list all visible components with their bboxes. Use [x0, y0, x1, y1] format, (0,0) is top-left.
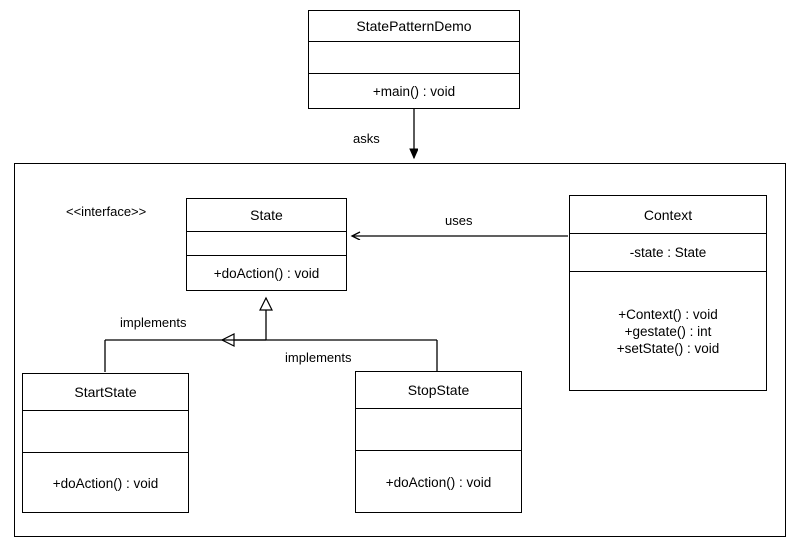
class-method-doaction-stopstate: +doAction() : void: [385, 475, 492, 490]
class-title-section-context: [570, 196, 766, 234]
class-title-section-statepatterndemo: [309, 11, 519, 42]
edge-label-implements-left: implements: [120, 315, 187, 330]
class-attributes-section-stopstate: [356, 409, 521, 451]
class-box-state[interactable]: [186, 198, 347, 291]
class-box-context[interactable]: [569, 195, 767, 391]
class-methods-section-statepatterndemo: [309, 74, 519, 108]
class-title-section-stopstate: [356, 372, 521, 409]
class-title-section-state: [187, 199, 346, 232]
class-methods-section-state: [187, 256, 346, 290]
edge-label-implements-right: implements: [285, 350, 352, 365]
class-method-gestate: +gestate() : int: [624, 323, 712, 339]
class-box-startstate[interactable]: [22, 373, 189, 513]
edge-label-asks: asks: [353, 131, 380, 146]
class-name-state: State: [250, 207, 283, 223]
class-method-main: +main() : void: [372, 83, 456, 99]
class-method-doaction-startstate: +doAction() : void: [52, 476, 159, 491]
class-methods-section-context: [570, 272, 766, 390]
class-title-section-startstate: [23, 374, 188, 411]
class-methods-section-startstate: [23, 453, 188, 514]
class-name-statepatterndemo: StatePatternDemo: [356, 18, 472, 34]
edge-label-uses: uses: [445, 213, 473, 228]
class-name-context: Context: [643, 206, 693, 223]
class-box-stopstate[interactable]: [355, 371, 522, 513]
class-method-context: +Context() : void: [618, 306, 718, 322]
class-method-setstate: +setState() : void: [616, 340, 720, 356]
stereotype-interface-label: <<interface>>: [66, 204, 147, 219]
class-attributes-section-statepatterndemo: [309, 42, 519, 74]
class-method-doaction-state: +doAction() : void: [213, 265, 320, 281]
class-attributes-section-startstate: [23, 411, 188, 453]
class-name-stopstate: StopState: [407, 382, 470, 398]
class-attribute-state: -state : State: [629, 245, 707, 260]
class-methods-section-stopstate: [356, 451, 521, 514]
class-attributes-section-context: [570, 234, 766, 272]
class-name-startstate: StartState: [74, 384, 137, 400]
class-attributes-section-state: [187, 232, 346, 256]
class-box-statepatterndemo[interactable]: [308, 10, 520, 109]
